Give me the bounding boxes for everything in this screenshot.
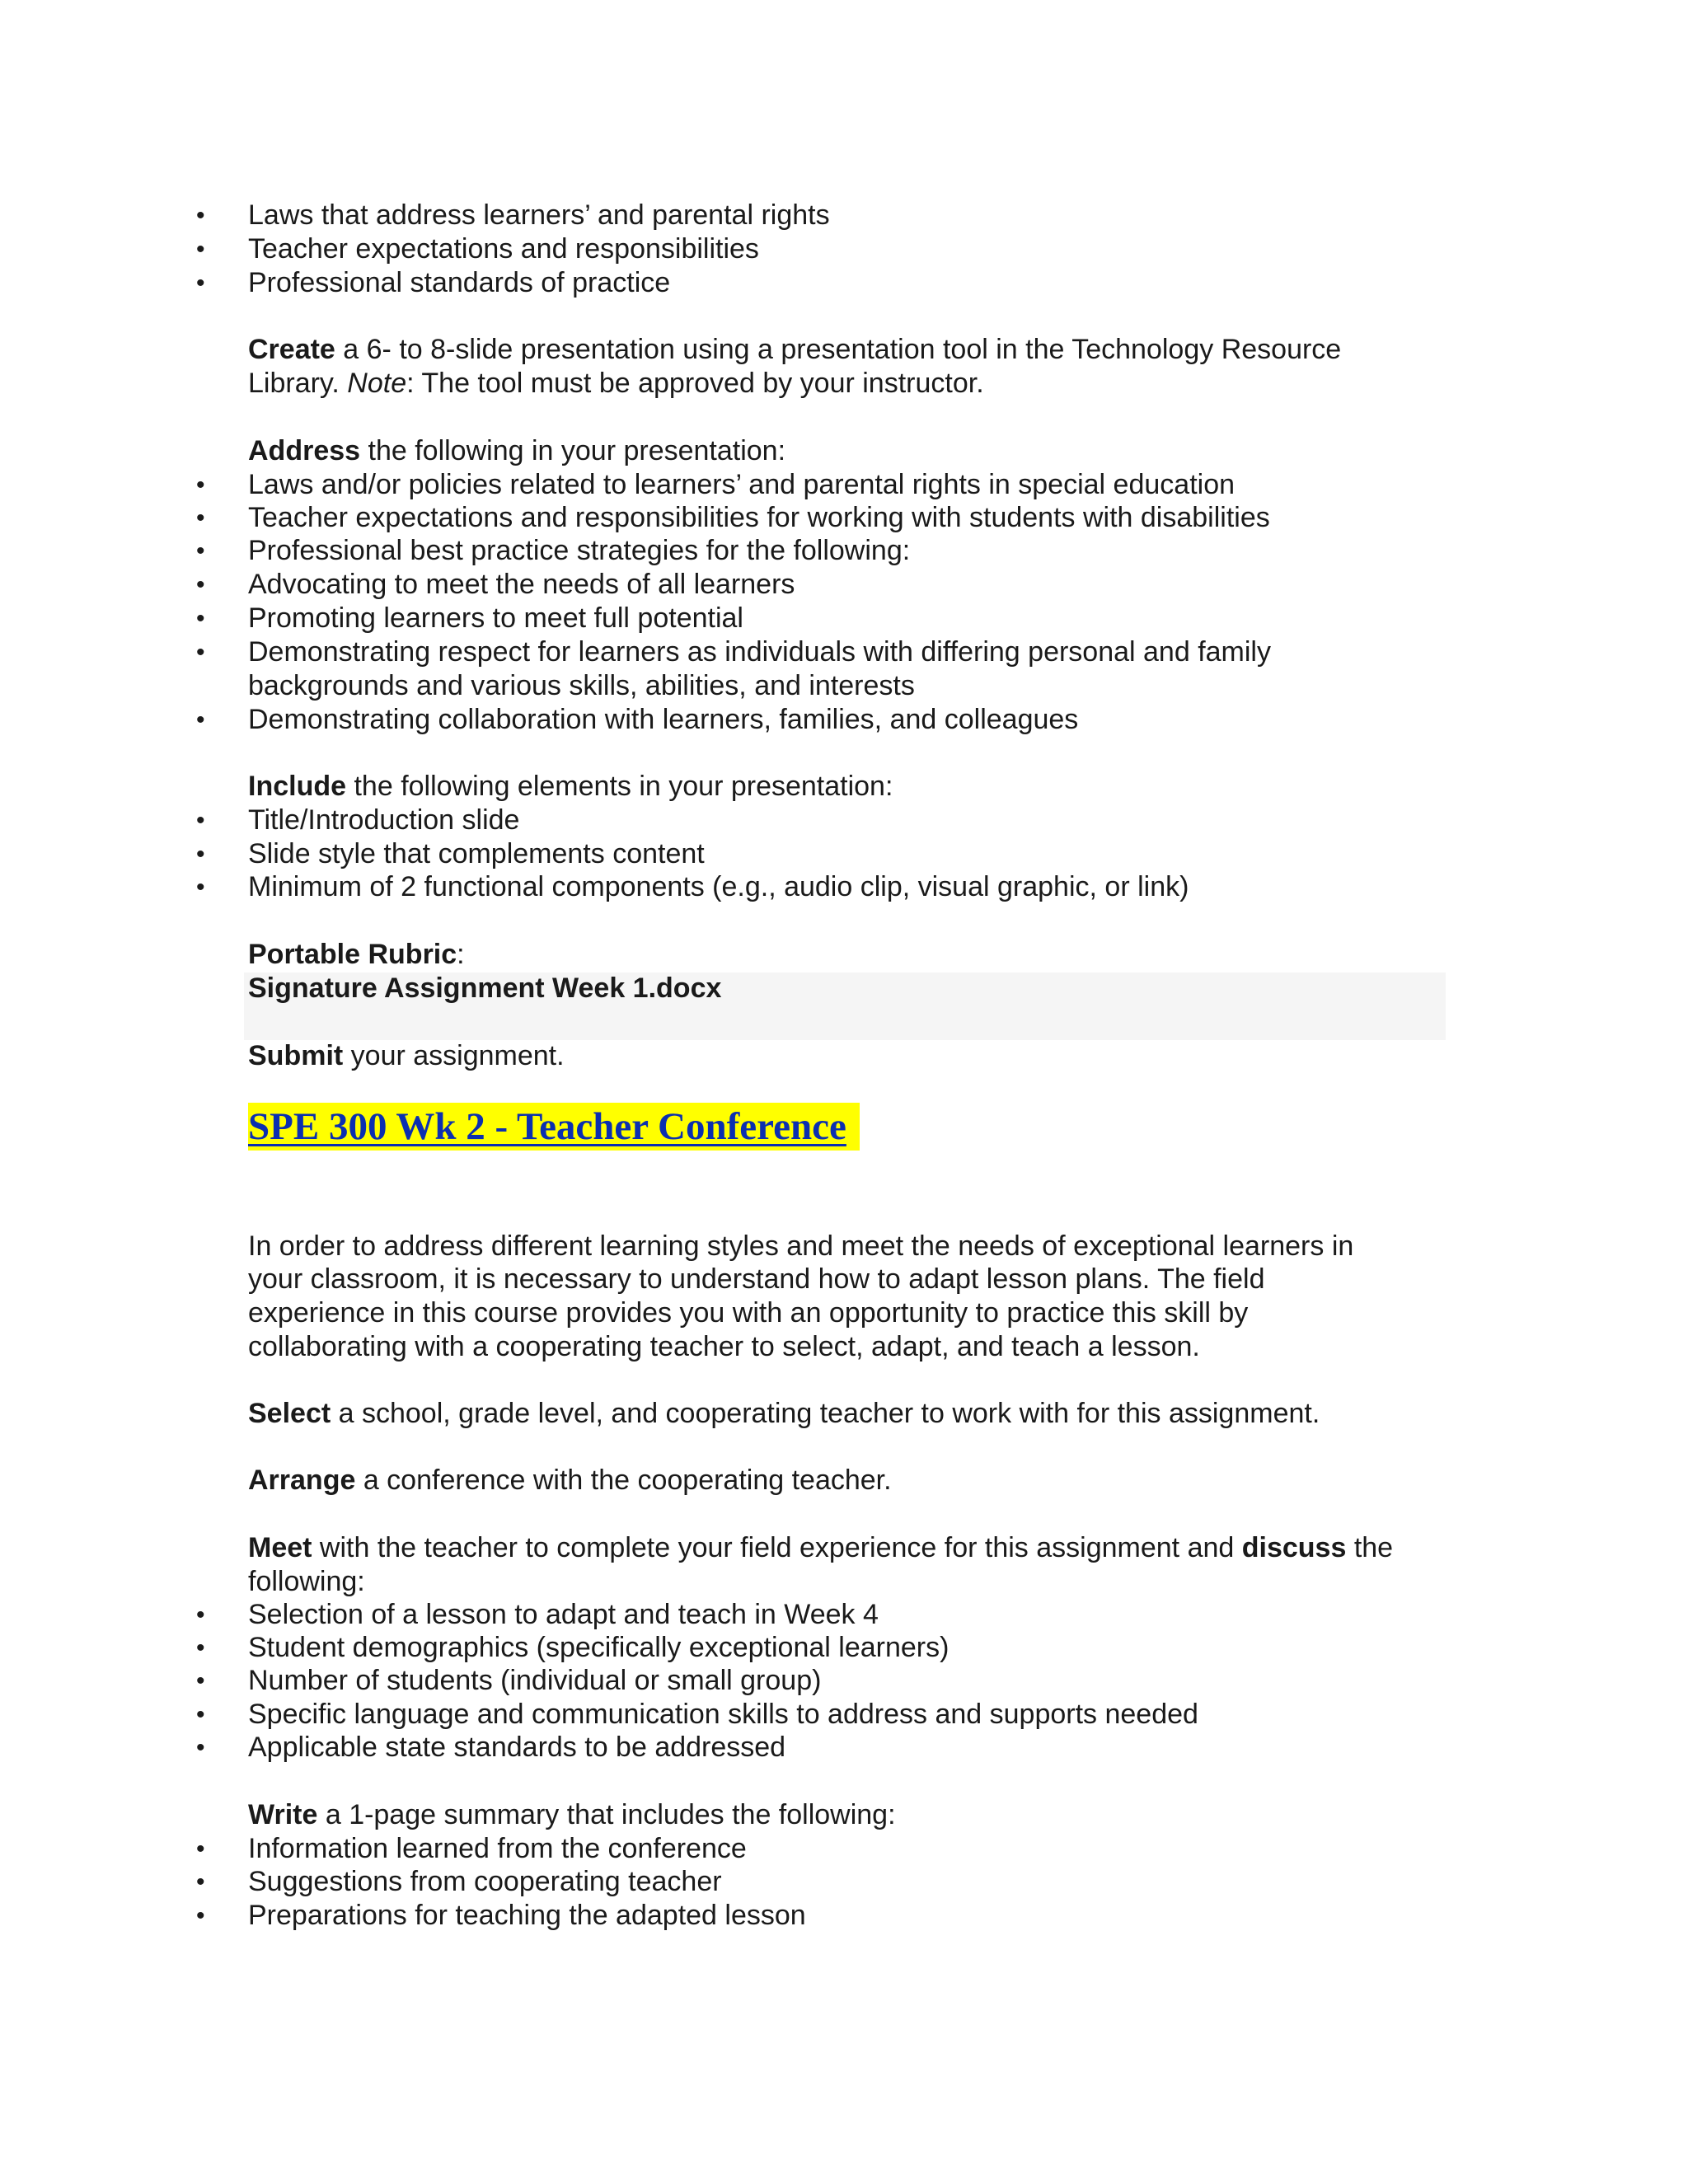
bullet-marker: •: [196, 1902, 205, 1929]
list-item: Laws and/or policies related to learners’ and parental rights in special education: [248, 469, 1236, 500]
meet-instruction: [248, 1531, 1393, 1565]
bullet-marker: •: [196, 1835, 205, 1863]
rubric-colon: :: [457, 939, 465, 970]
create-text: a 6- to 8-slide presentation using a presentation tool in the Technology Resource: [335, 334, 1342, 365]
bullet-marker: •: [196, 1868, 205, 1896]
meet-text-end: the: [1346, 1532, 1394, 1563]
intro-paragraph-line: In order to address different learning styles and meet the needs of exceptional learners in: [248, 1230, 1354, 1262]
rubric-file-link[interactable]: Signature Assignment Week 1.docx: [248, 972, 722, 1004]
list-item: Professional best practice strategies for the following:: [248, 535, 911, 566]
create-text-line2-end: : The tool must be approved by your instructor.: [406, 368, 984, 399]
list-item: Selection of a lesson to adapt and teach in Week 4: [248, 1599, 879, 1630]
submit-instruction: [248, 1039, 565, 1073]
bullet-marker: •: [196, 537, 205, 565]
bullet-marker: •: [196, 639, 205, 666]
create-instruction-line2: [248, 367, 984, 401]
list-item: Number of students (individual or small group): [248, 1665, 822, 1696]
arrange-text: a conference with the cooperating teacher.: [355, 1465, 892, 1496]
list-item: Teacher expectations and responsibilities for working with students with disabilities: [248, 502, 1270, 533]
bullet-marker: •: [196, 202, 205, 229]
list-item: Demonstrating respect for learners as individuals with differing personal and family: [248, 636, 1271, 668]
list-item: Promoting learners to meet full potential: [248, 602, 743, 634]
section-heading-link[interactable]: SPE 300 Wk 2 - Teacher Conference: [248, 1103, 860, 1151]
bullet-marker: •: [196, 1701, 205, 1728]
address-text: the following in your presentation:: [360, 435, 786, 466]
include-text: the following elements in your presentation:: [346, 771, 893, 802]
list-item: Laws that address learners’ and parental rights: [248, 199, 830, 231]
rubric-label: Portable Rubric: [248, 939, 457, 970]
intro-paragraph-line: collaborating with a cooperating teacher to select, adapt, and teach a lesson.: [248, 1331, 1200, 1362]
bullet-marker: •: [196, 471, 205, 499]
bullet-marker: •: [196, 1634, 205, 1661]
list-item: Student demographics (specifically exceptional learners): [248, 1632, 950, 1663]
bullet-marker: •: [196, 236, 205, 263]
include-keyword: Include: [248, 771, 347, 802]
list-item: Advocating to meet the needs of all learners: [248, 569, 795, 600]
create-instruction: [248, 333, 1341, 367]
intro-paragraph-line: your classroom, it is necessary to understand how to adapt lesson plans. The field: [248, 1263, 1265, 1295]
submit-keyword: Submit: [248, 1040, 344, 1071]
bullet-marker: •: [196, 571, 205, 598]
meet-text: with the teacher to complete your field experience for this assignment and: [312, 1532, 1242, 1563]
discuss-keyword: discuss: [1241, 1532, 1347, 1563]
bullet-marker: •: [196, 874, 205, 901]
list-item: Specific language and communication skills to address and supports needed: [248, 1699, 1198, 1730]
list-item: Slide style that complements content: [248, 838, 705, 869]
list-item-continuation: backgrounds and various skills, abilities, and interests: [248, 670, 915, 701]
bullet-marker: •: [196, 605, 205, 632]
list-item: Information learned from the conference: [248, 1833, 747, 1864]
arrange-instruction: [248, 1464, 892, 1497]
meet-instruction-line2: following:: [248, 1566, 365, 1597]
list-item: Professional standards of practice: [248, 267, 671, 298]
intro-paragraph-line: experience in this course provides you with an opportunity to practice this skill by: [248, 1297, 1249, 1329]
select-instruction: [248, 1397, 1320, 1431]
bullet-marker: •: [196, 1601, 205, 1629]
list-item: Suggestions from cooperating teacher: [248, 1866, 722, 1897]
write-keyword: Write: [248, 1799, 318, 1830]
meet-keyword: Meet: [248, 1532, 312, 1563]
bullet-marker: •: [196, 504, 205, 532]
bullet-marker: •: [196, 1734, 205, 1761]
list-item: Preparations for teaching the adapted lesson: [248, 1900, 806, 1931]
list-item: Minimum of 2 functional components (e.g., audio clip, visual graphic, or link): [248, 871, 1189, 902]
bullet-marker: •: [196, 269, 205, 297]
create-keyword: Create: [248, 334, 335, 365]
include-instruction: [248, 770, 893, 804]
select-text: a school, grade level, and cooperating teacher to work with for this assignment.: [331, 1398, 1320, 1429]
list-item: Teacher expectations and responsibilities: [248, 233, 759, 265]
select-keyword: Select: [248, 1398, 331, 1429]
arrange-keyword: Arrange: [248, 1465, 356, 1496]
address-instruction: [248, 434, 785, 468]
write-text: a 1-page summary that includes the following:: [317, 1799, 896, 1830]
bullet-marker: •: [196, 1667, 205, 1694]
rubric-label-line: [248, 938, 465, 972]
bullet-marker: •: [196, 807, 205, 834]
list-item: Applicable state standards to be addressed: [248, 1732, 786, 1763]
address-keyword: Address: [248, 435, 361, 466]
bullet-marker: •: [196, 706, 205, 733]
create-text-line2-start: Library.: [248, 368, 348, 399]
bullet-marker: •: [196, 841, 205, 868]
note-label: Note: [347, 368, 407, 399]
list-item: Demonstrating collaboration with learners, families, and colleagues: [248, 704, 1079, 735]
write-instruction: [248, 1798, 896, 1832]
submit-text: your assignment.: [343, 1040, 565, 1071]
list-item: Title/Introduction slide: [248, 804, 520, 836]
